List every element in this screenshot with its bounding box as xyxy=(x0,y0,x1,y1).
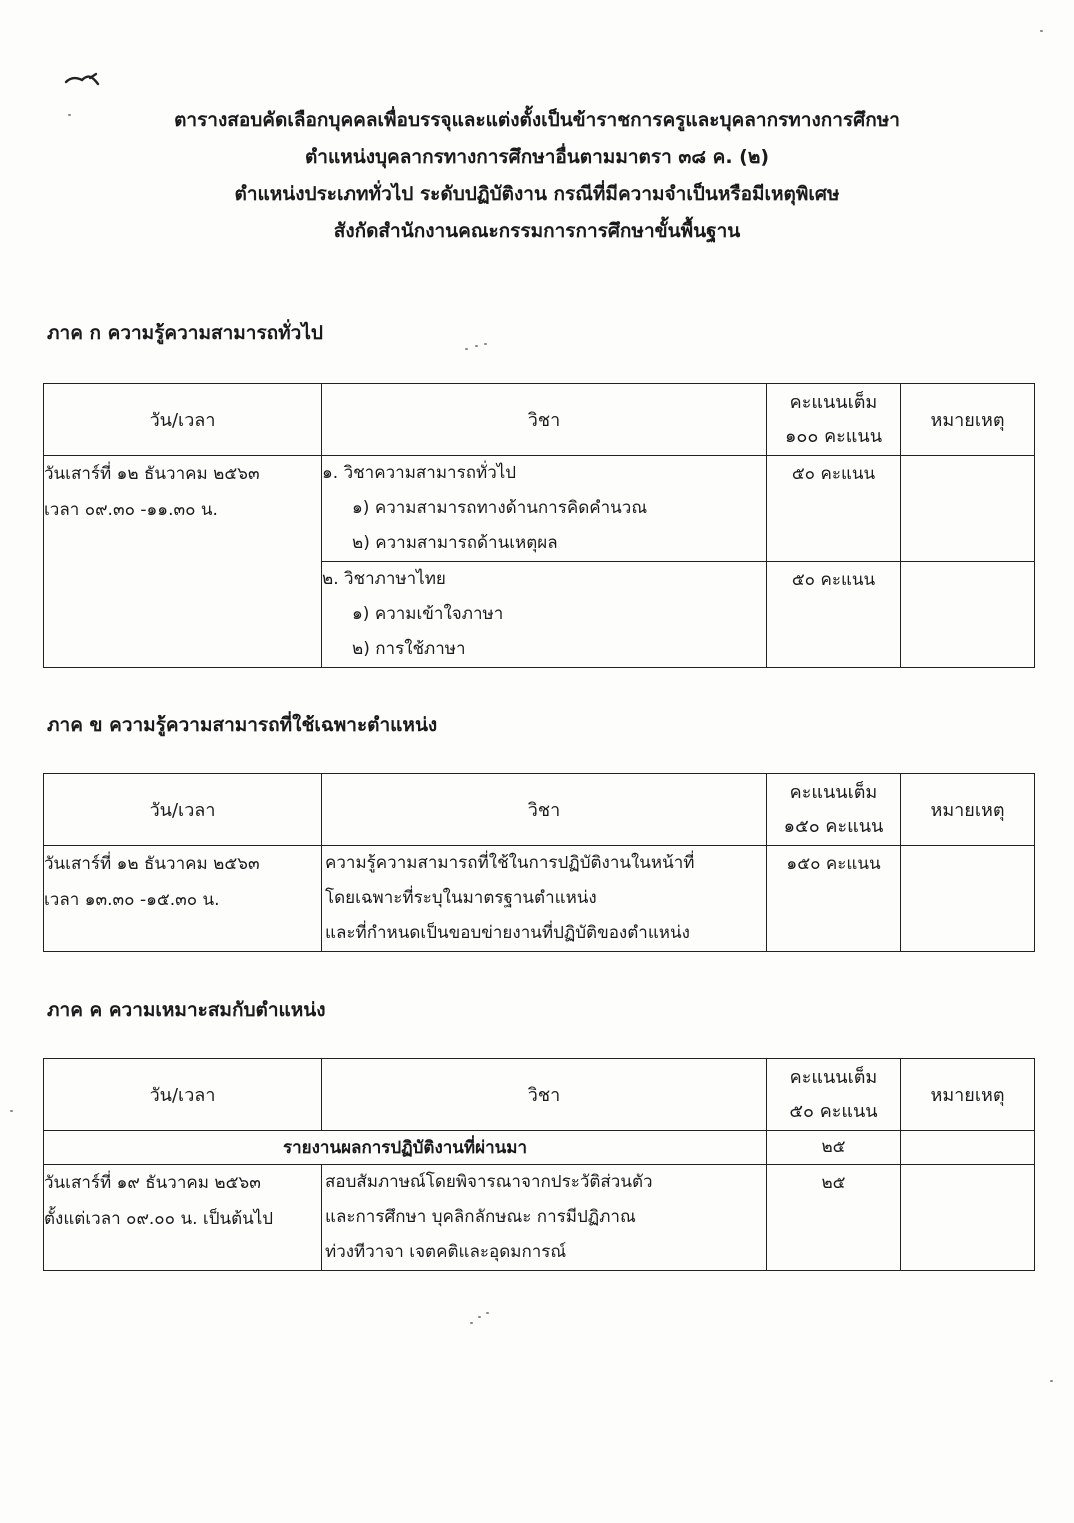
subject-item: ๑) ความสามารถทางด้านการคิดคำนวณ xyxy=(352,498,648,518)
scan-speck xyxy=(465,348,468,350)
exam-time: ตั้งแต่เวลา ๐๙.๐๐ น. เป็นต้นไป xyxy=(44,1209,274,1229)
column-datetime: วัน/เวลา xyxy=(44,1059,322,1131)
exam-time: เวลา ๑๓.๓๐ -๑๕.๓๐ น. xyxy=(44,890,220,910)
subject-cell xyxy=(322,846,767,952)
full-score: ๕๐ คะแนน xyxy=(789,1100,878,1122)
section-a-table xyxy=(43,383,1035,668)
scan-speck xyxy=(484,343,487,345)
column-score xyxy=(767,384,901,456)
note-cell xyxy=(901,1165,1035,1271)
table-row xyxy=(44,1165,1035,1271)
report-row-label: รายงานผลการปฏิบัติงานที่ผ่านมา xyxy=(44,1131,767,1165)
scan-speck xyxy=(470,1322,473,1324)
subject-item: ๒) ความสามารถด้านเหตุผล xyxy=(352,533,558,553)
datetime-cell xyxy=(44,1165,322,1271)
section-c-table xyxy=(43,1058,1035,1271)
header-line-1: ตารางสอบคัดเลือกบุคคลเพื่อบรรจุและแต่งตั้งเป็นข้าราชการครูและบุคลากรทางการศึกษา xyxy=(174,109,900,131)
column-score xyxy=(767,774,901,846)
score-label: คะแนนเต็ม xyxy=(789,781,878,803)
column-subject: วิชา xyxy=(322,384,767,456)
exam-date: วันเสาร์ที่ ๑๒ ธันวาคม ๒๕๖๓ xyxy=(44,464,260,484)
score-cell: ๕๐ คะแนน xyxy=(767,456,901,562)
table-row xyxy=(44,456,1035,562)
column-note: หมายเหตุ xyxy=(901,384,1035,456)
column-note: หมายเหตุ xyxy=(901,1059,1035,1131)
subject-line: และการศึกษา บุคลิกลักษณะ การมีปฏิภาณ xyxy=(325,1207,636,1227)
datetime-cell xyxy=(44,846,322,952)
header-line-3: ตำแหน่งประเภททั่วไป ระดับปฏิบัติงาน กรณีที่มีความจำเป็นหรือมีเหตุพิเศษ xyxy=(234,183,840,205)
score-cell: ๒๕ xyxy=(767,1165,901,1271)
table-header-row xyxy=(44,774,1035,846)
subject-line: ท่วงทีวาจา เจตคติและอุดมการณ์ xyxy=(325,1242,567,1262)
score-label: คะแนนเต็ม xyxy=(789,391,878,413)
subject-cell xyxy=(322,562,767,668)
section-b-title: ภาค ข ความรู้ความสามารถที่ใช้เฉพาะตำแหน่ง xyxy=(47,714,438,736)
scan-speck xyxy=(486,1312,489,1314)
full-score: ๑๐๐ คะแนน xyxy=(784,425,883,447)
subject-line: สอบสัมภาษณ์โดยพิจารณาจากประวัติส่วนตัว xyxy=(325,1172,653,1192)
subject-cell xyxy=(322,1165,767,1271)
note-cell xyxy=(901,1131,1035,1165)
document-header xyxy=(0,102,1074,250)
table-header-row xyxy=(44,384,1035,456)
scan-speck xyxy=(475,345,478,347)
note-cell xyxy=(901,456,1035,562)
full-score: ๑๕๐ คะแนน xyxy=(783,815,884,837)
subject-item: ๒) การใช้ภาษา xyxy=(352,639,466,659)
column-score xyxy=(767,1059,901,1131)
column-datetime: วัน/เวลา xyxy=(44,774,322,846)
score-cell: ๑๕๐ คะแนน xyxy=(767,846,901,952)
subject-item: ๑) ความเข้าใจภาษา xyxy=(352,604,504,624)
datetime-cell xyxy=(44,456,322,668)
subject-title: ๑. วิชาความสามารถทั่วไป xyxy=(322,463,517,483)
scan-speck xyxy=(1050,1380,1053,1382)
section-c-title: ภาค ค ความเหมาะสมกับตำแหน่ง xyxy=(47,999,326,1021)
column-note: หมายเหตุ xyxy=(901,774,1035,846)
scan-speck xyxy=(68,114,71,116)
scan-speck xyxy=(478,1316,481,1318)
table-header-row xyxy=(44,1059,1035,1131)
subject-cell xyxy=(322,456,767,562)
score-cell: ๕๐ คะแนน xyxy=(767,562,901,668)
note-cell xyxy=(901,562,1035,668)
section-b-table xyxy=(43,773,1035,952)
handwritten-mark xyxy=(62,66,112,90)
scan-speck xyxy=(1040,30,1043,32)
score-cell: ๒๕ xyxy=(767,1131,901,1165)
header-line-2: ตำแหน่งบุคลากรทางการศึกษาอื่นตามมาตรา ๓๘ ค. (๒) xyxy=(304,146,770,168)
subject-title: ๒. วิชาภาษาไทย xyxy=(322,569,446,589)
column-subject: วิชา xyxy=(322,774,767,846)
note-cell xyxy=(901,846,1035,952)
subject-line: โดยเฉพาะที่ระบุในมาตรฐานตำแหน่ง xyxy=(325,888,597,908)
subject-line: และที่กำหนดเป็นขอบข่ายงานที่ปฏิบัติของตำแหน่ง xyxy=(325,923,690,943)
subject-line: ความรู้ความสามารถที่ใช้ในการปฏิบัติงานในหน้าที่ xyxy=(325,853,695,873)
table-row xyxy=(44,1131,1035,1165)
header-line-4: สังกัดสำนักงานคณะกรรมการการศึกษาขั้นพื้นฐาน xyxy=(333,220,741,242)
section-a-title: ภาค ก ความรู้ความสามารถทั่วไป xyxy=(47,322,323,344)
exam-date: วันเสาร์ที่ ๑๒ ธันวาคม ๒๕๖๓ xyxy=(44,854,260,874)
column-subject: วิชา xyxy=(322,1059,767,1131)
exam-date: วันเสาร์ที่ ๑๙ ธันวาคม ๒๕๖๓ xyxy=(44,1173,261,1193)
table-row xyxy=(44,846,1035,952)
column-datetime: วัน/เวลา xyxy=(44,384,322,456)
scan-speck xyxy=(10,1110,13,1112)
exam-time: เวลา ๐๙.๓๐ -๑๑.๓๐ น. xyxy=(44,500,218,520)
score-label: คะแนนเต็ม xyxy=(789,1066,878,1088)
